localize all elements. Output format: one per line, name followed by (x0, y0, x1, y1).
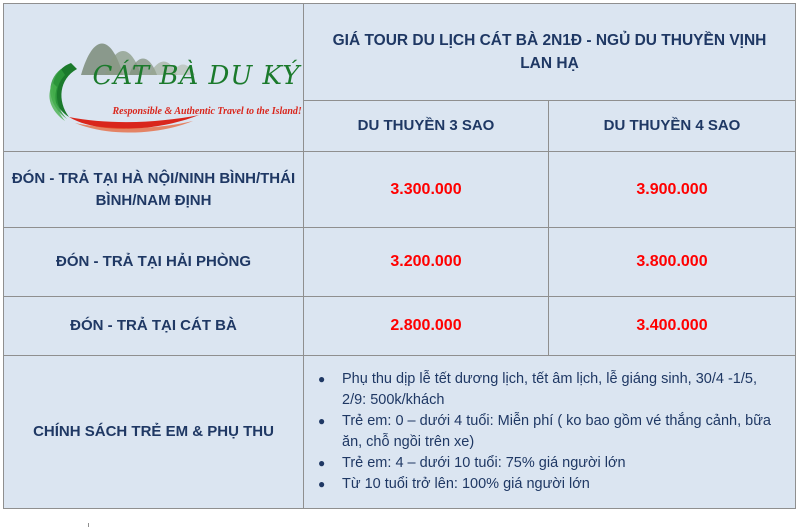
logo-cell (4, 4, 304, 152)
list-item (318, 474, 785, 495)
policy-item-text: Phụ thu dịp lễ tết dương lịch, tết âm lịch, lễ giáng sinh, 30/4 -1/5, 2/9: 500k/khách (342, 371, 757, 408)
policy-list (318, 369, 785, 495)
price-4-star: 3.900.000 (549, 152, 796, 228)
bullet-icon: ● (318, 456, 326, 470)
column-header-3-star: DU THUYỀN 3 SAO (304, 101, 549, 152)
row-label: ĐÓN - TRẢ TẠI CÁT BÀ (4, 297, 304, 356)
logo-name: CÁT BÀ DU KÝ (92, 60, 301, 91)
policy-item-text: Trẻ em: 4 – dưới 10 tuổi: 75% giá người lớn (342, 455, 626, 471)
list-item (318, 453, 785, 474)
price-4-star: 3.800.000 (549, 228, 796, 297)
column-header-4-star: DU THUYỀN 4 SAO (549, 101, 796, 152)
policy-list-cell (304, 356, 796, 509)
price-3-star: 3.200.000 (304, 228, 549, 297)
price-4-star: 3.400.000 (549, 297, 796, 356)
list-item (318, 369, 785, 411)
title-row (4, 4, 796, 101)
table-row (4, 152, 796, 228)
bullet-icon: ● (318, 477, 326, 491)
table-row (4, 297, 796, 356)
policy-row (4, 356, 796, 509)
divider (88, 523, 89, 527)
tour-price-table (3, 3, 796, 509)
bullet-icon: ● (318, 414, 326, 428)
row-label: ĐÓN - TRẢ TẠI HẢI PHÒNG (4, 228, 304, 297)
bullet-icon: ● (318, 372, 326, 386)
cat-ba-du-ky-logo (9, 13, 302, 143)
policy-label: CHÍNH SÁCH TRẺ EM & PHỤ THU (4, 356, 304, 509)
price-3-star: 2.800.000 (304, 297, 549, 356)
table-title: GIÁ TOUR DU LỊCH CÁT BÀ 2N1Đ - NGỦ DU THUYỀN VỊNH LAN HẠ (304, 4, 796, 101)
policy-item-text: Trẻ em: 0 – dưới 4 tuổi: Miễn phí ( ko bao gồm vé thắng cảnh, bữa ăn, chỗ ngồi trên xe) (342, 413, 771, 450)
list-item (318, 411, 785, 453)
policy-item-text: Từ 10 tuổi trở lên: 100% giá người lớn (342, 476, 590, 492)
price-3-star: 3.300.000 (304, 152, 549, 228)
row-label: ĐÓN - TRẢ TẠI HÀ NỘI/NINH BÌNH/THÁI BÌNH/NAM ĐỊNH (4, 152, 304, 228)
logo-tagline: Responsible & Authentic Travel to the Island! (112, 105, 302, 117)
table-row (4, 228, 796, 297)
